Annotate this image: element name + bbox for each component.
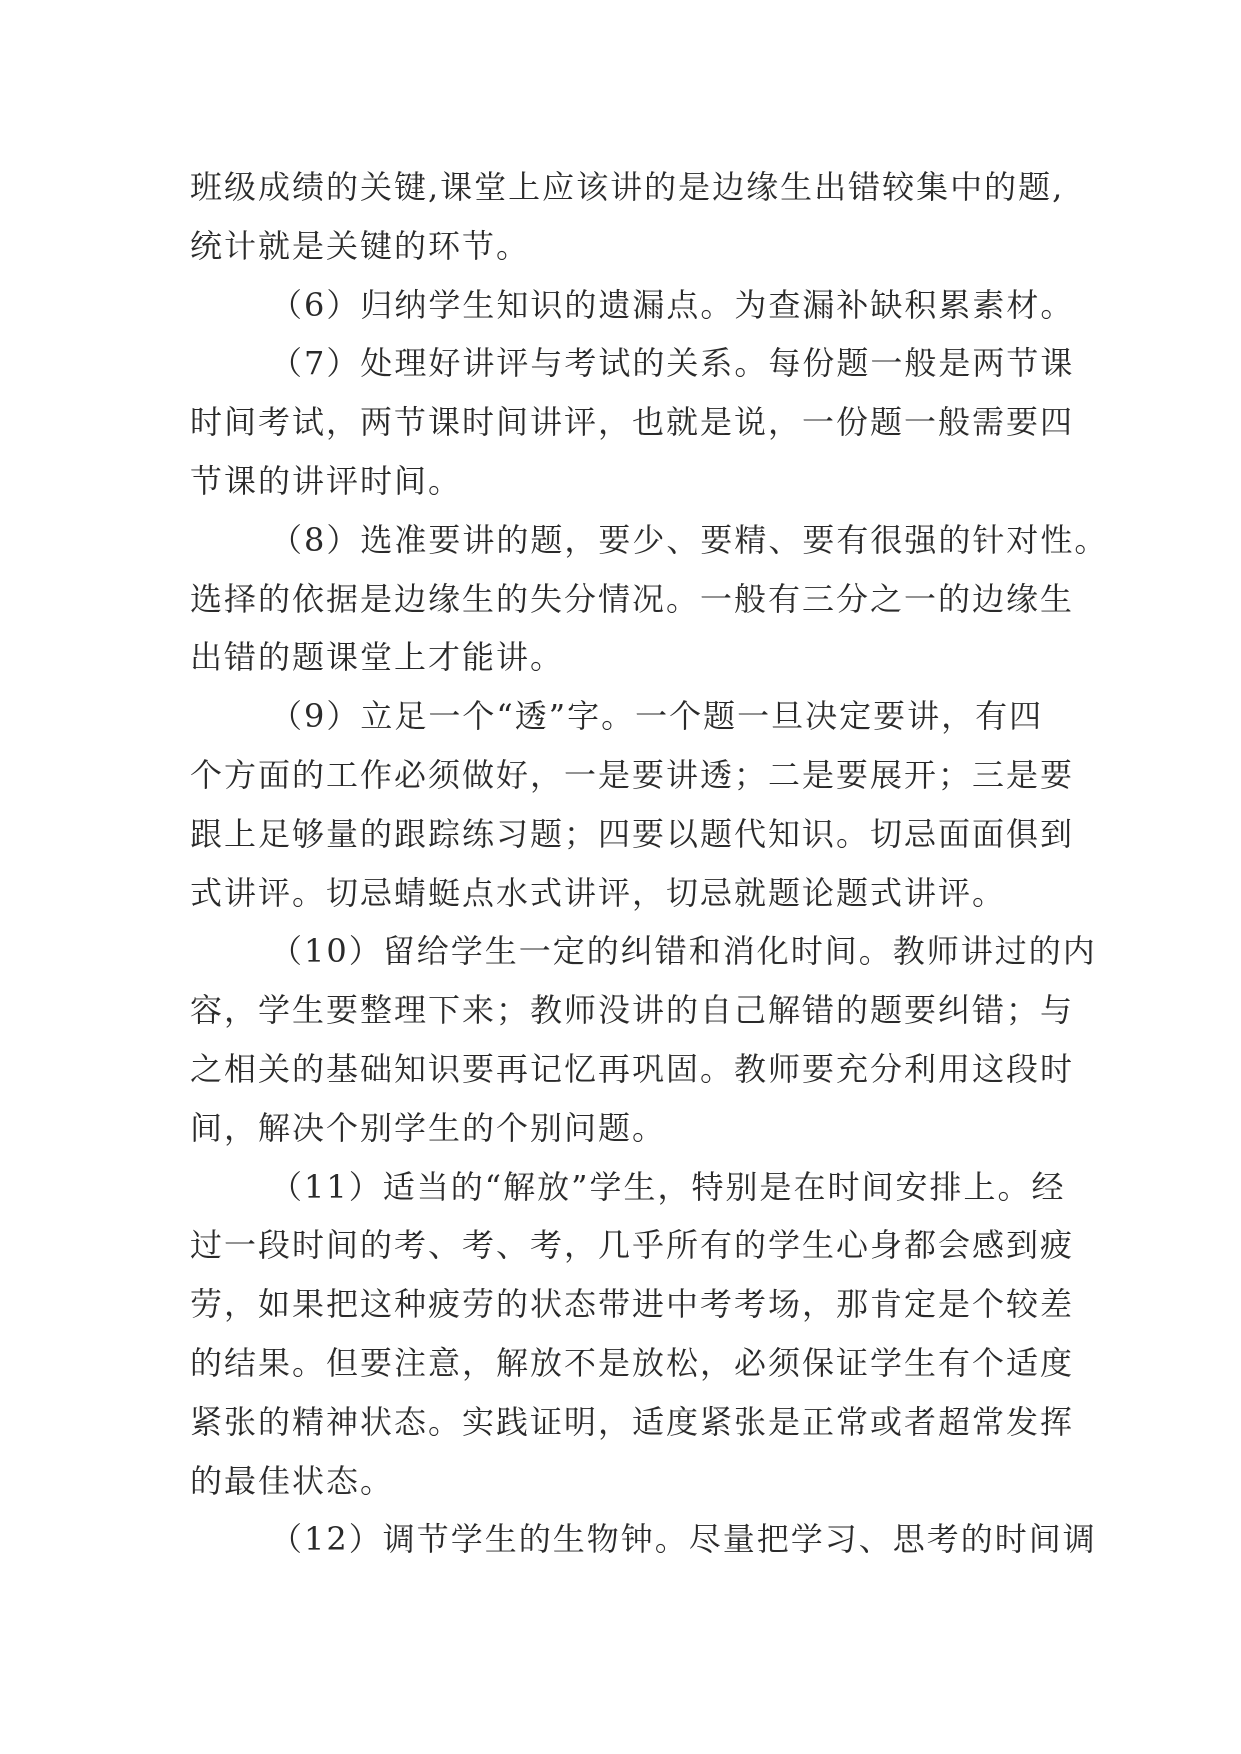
paragraph-start-line: （6）归纳学生知识的遗漏点。为查漏补缺积累素材。 — [270, 285, 1075, 324]
paragraph-start-line: （8）选准要讲的题，要少、要精、要有很强的针对性。 — [270, 520, 1109, 559]
text-line: 劳，如果把这种疲劳的状态带进中考考场，那肯定是个较差 — [190, 1285, 1075, 1324]
text-line: 紧张的精神状态。实践证明，适度紧张是正常或者超常发挥 — [190, 1402, 1075, 1441]
text-line: 式讲评。切忌蜻蜓点水式讲评，切忌就题论题式讲评。 — [190, 873, 1007, 912]
text-line: 节课的讲评时间。 — [190, 461, 463, 500]
text-line: 个方面的工作必须做好，一是要讲透；二是要展开；三是要 — [190, 755, 1075, 794]
text-line: 出错的题课堂上才能讲。 — [190, 638, 565, 677]
text-line: 容，学生要整理下来；教师没讲的自己解错的题要纠错；与 — [190, 991, 1075, 1030]
text-line: 班级成绩的关键,课堂上应该讲的是边缘生出错较集中的题, — [190, 168, 1065, 206]
text-line: 的结果。但要注意，解放不是放松，必须保证学生有个适度 — [190, 1343, 1075, 1382]
text-line: 统计就是关键的环节。 — [190, 226, 531, 265]
text-line: 时间考试，两节课时间讲评，也就是说，一份题一般需要四 — [190, 403, 1075, 442]
text-line: 跟上足够量的跟踪练习题；四要以题代知识。切忌面面俱到 — [190, 814, 1075, 853]
body-text — [190, 158, 1109, 1569]
paragraph-start-line: （11）适当的“解放”学生，特别是在时间安排上。经 — [270, 1167, 1066, 1206]
paragraph-start-line: （7）处理好讲评与考试的关系。每份题一般是两节课 — [270, 344, 1075, 383]
paragraph-start-line: （9）立足一个“透”字。一个题一旦决定要讲，有四 — [270, 697, 1044, 736]
text-line: 选择的依据是边缘生的失分情况。一般有三分之一的边缘生 — [190, 579, 1075, 618]
text-line: 的最佳状态。 — [190, 1461, 395, 1500]
text-line: 间，解决个别学生的个别问题。 — [190, 1108, 667, 1147]
text-line: 过一段时间的考、考、考，几乎所有的学生心身都会感到疲 — [190, 1226, 1075, 1265]
text-line: 之相关的基础知识要再记忆再巩固。教师要充分利用这段时 — [190, 1049, 1075, 1088]
paragraph-start-line: （12）调节学生的生物钟。尽量把学习、思考的时间调 — [270, 1520, 1097, 1559]
paragraph-start-line: （10）留给学生一定的纠错和消化时间。教师讲过的内 — [270, 932, 1097, 971]
